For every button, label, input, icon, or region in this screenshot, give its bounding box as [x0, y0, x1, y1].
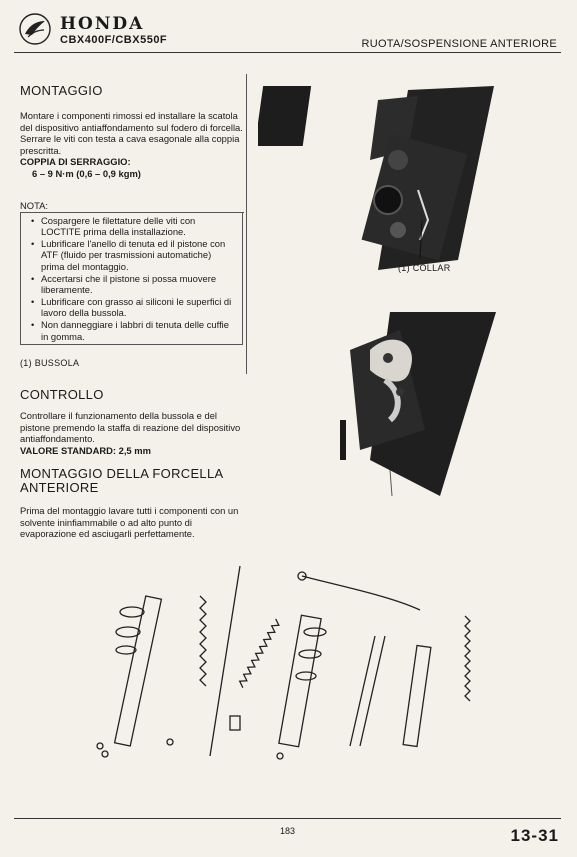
footer-divider: [14, 818, 561, 819]
torque-label: COPPIA DI SERRAGGIO:: [20, 156, 131, 168]
montaggio-heading: MONTAGGIO: [20, 83, 103, 98]
montaggio-forcella-heading: MONTAGGIO DELLA FORCELLA ANTERIORE: [20, 466, 223, 495]
model-name: CBX400F/CBX550F: [60, 34, 168, 46]
nota-item: • Non danneggiare i labbri di tenuta delle cuffie in gomma.: [39, 319, 236, 342]
montaggio-section: [20, 84, 244, 180]
chapter-page-number: 13-31: [510, 826, 559, 845]
montaggio-forcella-body: Prima del montaggio lavare tutti i componenti con un solvente ininfiammabile o ad alto punto di evaporazione ed asciugarli perfettamente.: [20, 505, 239, 540]
page-number: 183: [280, 826, 296, 836]
nota-item: • Accertarsi che il pistone si possa muovere liberamente.: [39, 273, 236, 296]
controllo-heading: CONTROLLO: [20, 387, 104, 402]
nota-item: • Cospargere le filettature delle viti con LOCTITE prima della installazione.: [39, 215, 236, 238]
controllo-body: Controllare il funzionamento della bussola e del pistone premendo la staffa di reazione del dispositivo antiaffondamento.: [20, 410, 241, 445]
column-divider: [246, 74, 247, 374]
collar-figure-label: (1) COLLAR: [398, 263, 451, 273]
bussola-figure-label: (1) BUSSOLA: [20, 358, 80, 368]
nota-block: [20, 200, 244, 345]
nota-item: • Lubrificare l'anello di tenuta ed il pistone con ATF (fluido per trasmissioni automatiche) prima del montaggio.: [39, 238, 236, 273]
front-fork-exploded-diagram: [70, 556, 510, 776]
controllo-section: [20, 388, 244, 456]
nota-item: • Lubrificare con grasso ai siliconi le superfici di lavoro della bussola.: [39, 296, 236, 319]
bussola-photo: [330, 310, 500, 500]
collar-photo: [258, 80, 498, 280]
header-divider: [14, 52, 561, 53]
nota-label: NOTA:: [20, 200, 48, 211]
torque-value: 6 – 9 N·m (0,6 – 0,9 kgm): [32, 167, 141, 179]
standard-value: VALORE STANDARD: 2,5 mm: [20, 444, 151, 456]
montaggio-forcella-section: [20, 467, 244, 540]
section-title: RUOTA/SOSPENSIONE ANTERIORE: [361, 38, 557, 50]
montaggio-body: Montare i componenti rimossi ed installare la scatola del dispositivo antiaffondamento sul fodero di forcella. Serrare le viti con testa a cava esagonale alla coppia prescritta.: [20, 110, 243, 156]
honda-wing-logo-icon: [18, 12, 52, 46]
brand-name: HONDA: [60, 14, 145, 34]
nota-box: [20, 213, 243, 346]
